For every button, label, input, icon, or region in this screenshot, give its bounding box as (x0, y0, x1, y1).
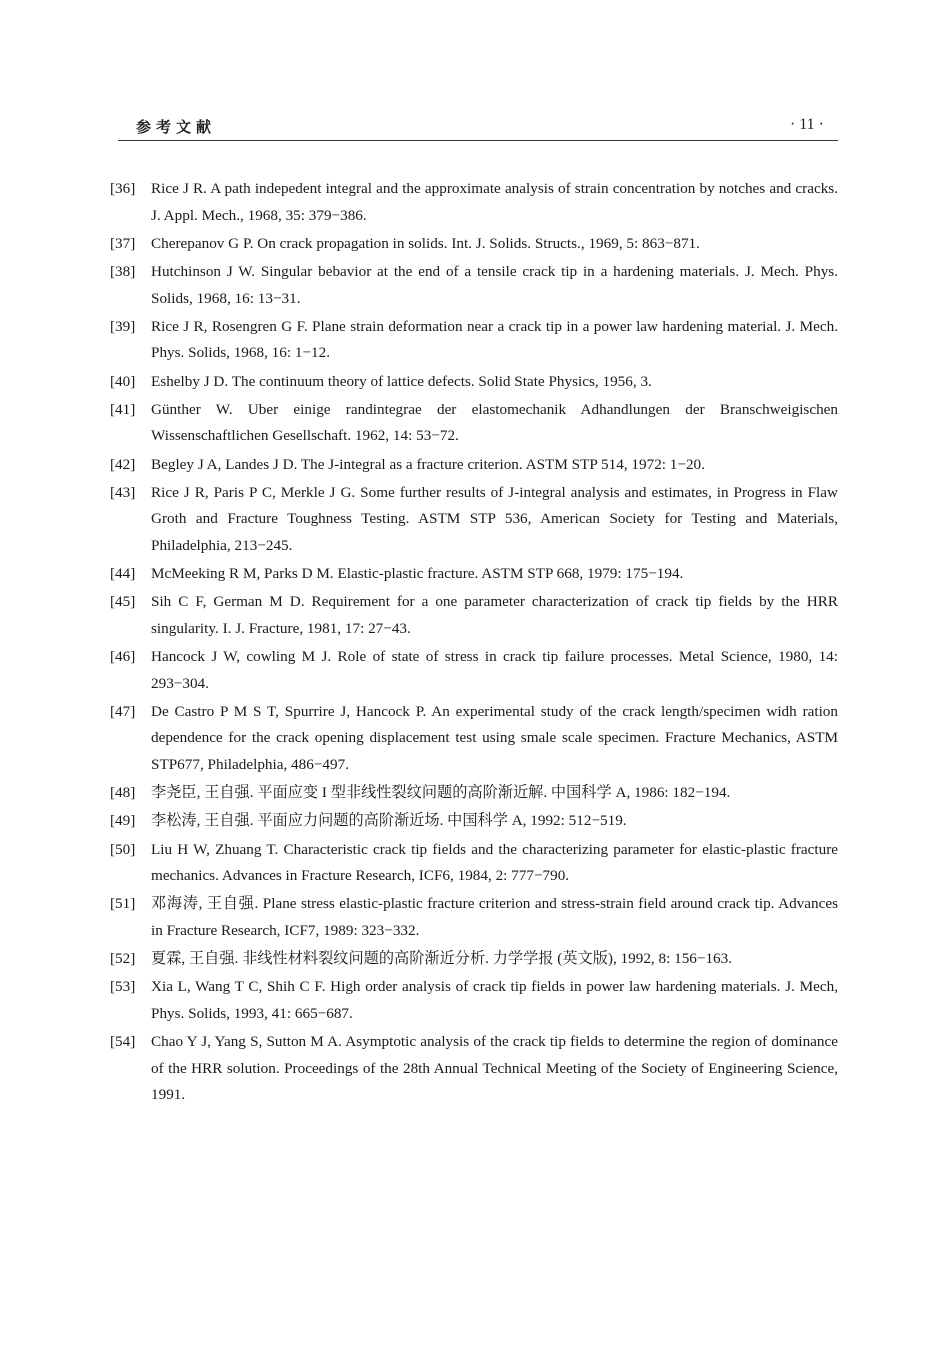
reference-item (110, 452, 838, 479)
reference-text: Liu H W, Zhuang T. Characteristic crack tip fields and the characterizing parameter for elastic-plastic fracture mechanics. Advances in Fracture Research, ICF6, 1984, 2: 777−790. (151, 840, 838, 885)
reference-number: [43] (110, 483, 136, 501)
reference-number: [44] (110, 565, 136, 583)
reference-item (110, 1029, 838, 1109)
reference-text: Hutchinson J W. Singular bebavior at the end of a tensile crack tip in a hardening materials. J. Mech. Phys. Solids, 1968, 16: 13−31. (151, 262, 838, 307)
reference-number: [46] (110, 648, 136, 666)
reference-text: Sih C F, German M D. Requirement for a one parameter characterization of crack tip fields by the HRR singularity. I. J. Fracture, 1981, 17: 27−43. (151, 593, 838, 637)
reference-text: Hancock J W, cowling M J. Role of state of stress in crack tip failure processes. Metal Science, 1980, 14: 293−304. (151, 648, 838, 692)
reference-text: Günther W. Uber einige randintegrae der elastomechanik Adhandlungen der Branschweigischen Wissenschaftlichen Gesellschaft. 1962, 14: 53−72. (151, 400, 838, 445)
reference-item (110, 699, 838, 779)
reference-number: [42] (110, 455, 136, 473)
reference-text: 夏霖, 王自强. 非线性材料裂纹问题的高阶渐近分析. 力学学报 (英文版), 1992, 8: 156−163. (151, 950, 733, 968)
reference-number: [49] (110, 812, 136, 830)
reference-text: De Castro P M S T, Spurrire J, Hancock P. An experimental study of the crack length/specimen widh ration dependence for the crack opening displacement test using smale scale specimen. Fracture Mechanics, ASTM STP677, Philadelphia, 486−497. (151, 702, 838, 773)
running-title: 参考文献 (136, 118, 217, 136)
reference-number: [47] (110, 702, 136, 720)
reference-list (110, 176, 838, 1110)
reference-text: 李尧臣, 王自强. 平面应变 I 型非线性裂纹问题的高阶渐近解. 中国科学 A, 1986: 182−194. (151, 784, 731, 802)
reference-number: [45] (110, 593, 136, 611)
reference-number: [53] (110, 978, 136, 996)
reference-number: [50] (110, 840, 136, 858)
reference-number: [54] (110, 1033, 136, 1051)
header-rule (118, 140, 838, 141)
reference-number: [52] (110, 950, 136, 968)
running-head (118, 116, 838, 142)
page-number: · 11 · (789, 116, 824, 133)
reference-item (110, 837, 838, 890)
reference-number: [48] (110, 784, 136, 802)
reference-number: [37] (110, 234, 136, 252)
reference-text: Rice J R. A path indepedent integral and the approximate analysis of strain concentration by notches and cracks. J. Appl. Mech., 1968, 35: 379−386. (151, 180, 838, 224)
reference-text: Rice J R, Paris P C, Merkle J G. Some further results of J-integral analysis and estimates, in Progress in Flaw Groth and Fracture Toughness Testing. ASTM STP 536, American Society for Testing and Materials, Philadelphia, 213−245. (151, 483, 838, 554)
reference-item (110, 644, 838, 697)
reference-text: Begley J A, Landes J D. The J-integral as a fracture criterion. ASTM STP 514, 1972: 1−20. (151, 455, 705, 473)
reference-item (110, 314, 838, 367)
reference-number: [38] (110, 262, 136, 280)
reference-item (110, 589, 838, 642)
reference-item (110, 480, 838, 560)
reference-text: Cherepanov G P. On crack propagation in solids. Int. J. Solids. Structs., 1969, 5: 863−871. (151, 234, 700, 252)
reference-number: [40] (110, 372, 136, 390)
reference-item (110, 176, 838, 229)
reference-text: Rice J R, Rosengren G F. Plane strain deformation near a crack tip in a power law hardening material. J. Mech. Phys. Solids, 1968, 16: 1−12. (151, 317, 838, 362)
reference-text: McMeeking R M, Parks D M. Elastic-plastic fracture. ASTM STP 668, 1979: 175−194. (151, 565, 684, 583)
reference-text: Xia L, Wang T C, Shih C F. High order analysis of crack tip fields in power law hardening materials. J. Mech, Phys. Solids, 1993, 41: 665−687. (151, 978, 838, 1022)
reference-text: 邓海涛, 王自强. Plane stress elastic-plastic fracture criterion and stress-strain field around crack tip. Advances in Fracture Research, ICF7, 1989: 323−332. (151, 895, 838, 939)
reference-item (110, 397, 838, 450)
reference-item (110, 231, 838, 258)
reference-item (110, 808, 838, 835)
reference-text: Eshelby J D. The continuum theory of lattice defects. Solid State Physics, 1956, 3. (151, 372, 652, 390)
reference-text: 李松涛, 王自强. 平面应力问题的高阶渐近场. 中国科学 A, 1992: 512−519. (151, 812, 627, 830)
reference-number: [51] (110, 895, 136, 913)
reference-item (110, 974, 838, 1027)
reference-item (110, 369, 838, 396)
reference-number: [41] (110, 400, 136, 418)
reference-item (110, 946, 838, 973)
reference-item (110, 780, 838, 807)
reference-item (110, 891, 838, 944)
reference-item (110, 259, 838, 312)
reference-item (110, 561, 838, 588)
reference-number: [39] (110, 317, 136, 335)
reference-number: [36] (110, 180, 136, 197)
reference-text: Chao Y J, Yang S, Sutton M A. Asymptotic analysis of the crack tip fields to determine the region of dominance of the HRR solution. Proceedings of the 28th Annual Technical Meeting of the Society of Engineering Science, 1991. (151, 1033, 838, 1104)
